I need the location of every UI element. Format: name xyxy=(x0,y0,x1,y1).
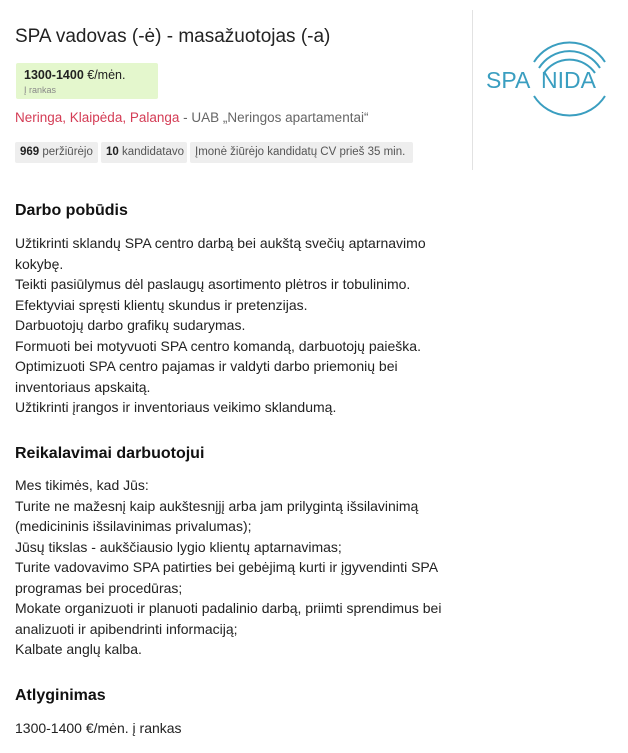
cv-viewed-badge: Įmonė žiūrėjo kandidatų CV prieš 35 min. xyxy=(190,142,413,163)
salary-description: 1300-1400 €/mėn. į rankas xyxy=(15,720,182,736)
work-line: Užtikrinti įrangos ir inventoriaus veikimo sklandumą. xyxy=(15,399,337,415)
views-label: peržiūrėjo xyxy=(39,146,93,158)
work-description xyxy=(15,233,465,418)
requirement-line: Mes tikimės, kad Jūs: xyxy=(15,477,149,493)
logo-text-left: SPA xyxy=(486,67,531,93)
work-line: Optimizuoti SPA centro pajamas ir valdyti darbo priemonių bei inventoriaus apskaitą. xyxy=(15,358,398,395)
views-badge xyxy=(15,142,98,163)
salary-amount: 1300-1400 xyxy=(24,68,84,82)
requirement-line: Jūsų tikslas - aukščiausio lygio klientų aptarnavimas; xyxy=(15,538,342,555)
section-title-requirements: Reikalavimai darbuotojui xyxy=(15,445,205,462)
job-title: SPA vadovas (-ė) - masažuotojas (-a) xyxy=(15,26,331,47)
work-line: Formuoti bei motyvuoti SPA centro komandą, darbuotojų paieška. xyxy=(15,337,421,354)
work-line: Darbuotojų darbo grafikų sudarymas. xyxy=(15,317,246,333)
requirement-line: Mokate organizuoti ir planuoti padalinio darbą, priimti sprendimus bei analizuoti ir apibendrinti informaciją; xyxy=(15,600,442,637)
section-title-salary: Atlyginimas xyxy=(15,687,106,704)
requirement-line: Turite ne mažesnį kaip aukštesnįjį arba jam prilygintą išsilavinimą (medicininis išsilavinimas privalumas); xyxy=(15,497,419,534)
requirement-line: Kalbate anglų kalba. xyxy=(15,641,142,657)
company-logo[interactable] xyxy=(484,38,614,118)
company-name[interactable]: UAB „Neringos apartamentai“ xyxy=(191,110,369,125)
work-line: Užtikrinti sklandų SPA centro darbą bei aukštą svečių aptarnavimo kokybę. xyxy=(15,235,426,272)
location-company-line xyxy=(15,110,368,125)
candidates-badge xyxy=(101,142,187,163)
salary-unit: €/mėn. xyxy=(83,68,126,82)
candidates-label: kandidatavo xyxy=(118,146,185,158)
work-line: Efektyviai spręsti klientų skundus ir pretenzijas. xyxy=(15,296,308,313)
work-line: Teikti pasiūlymus dėl paslaugų asortimento plėtros ir tobulinimo. xyxy=(15,276,411,292)
job-cities[interactable]: Neringa, Klaipėda, Palanga xyxy=(15,110,180,125)
salary-amount-line xyxy=(24,68,125,82)
logo-text-right: NIDA xyxy=(541,67,596,93)
salary-badge xyxy=(16,63,158,99)
candidates-count: 10 xyxy=(106,146,119,158)
views-count: 969 xyxy=(20,146,40,158)
section-title-work: Darbo pobūdis xyxy=(15,202,128,219)
salary-note: Į rankas xyxy=(24,85,57,95)
job-header xyxy=(0,0,628,180)
company-separator: - xyxy=(179,110,192,125)
header-divider xyxy=(472,10,473,170)
requirements-description xyxy=(15,475,465,660)
requirement-line: Turite vadovavimo SPA patirties bei gebėjimą kurti ir įgyvendinti SPA programas bei procedūras; xyxy=(15,559,438,596)
